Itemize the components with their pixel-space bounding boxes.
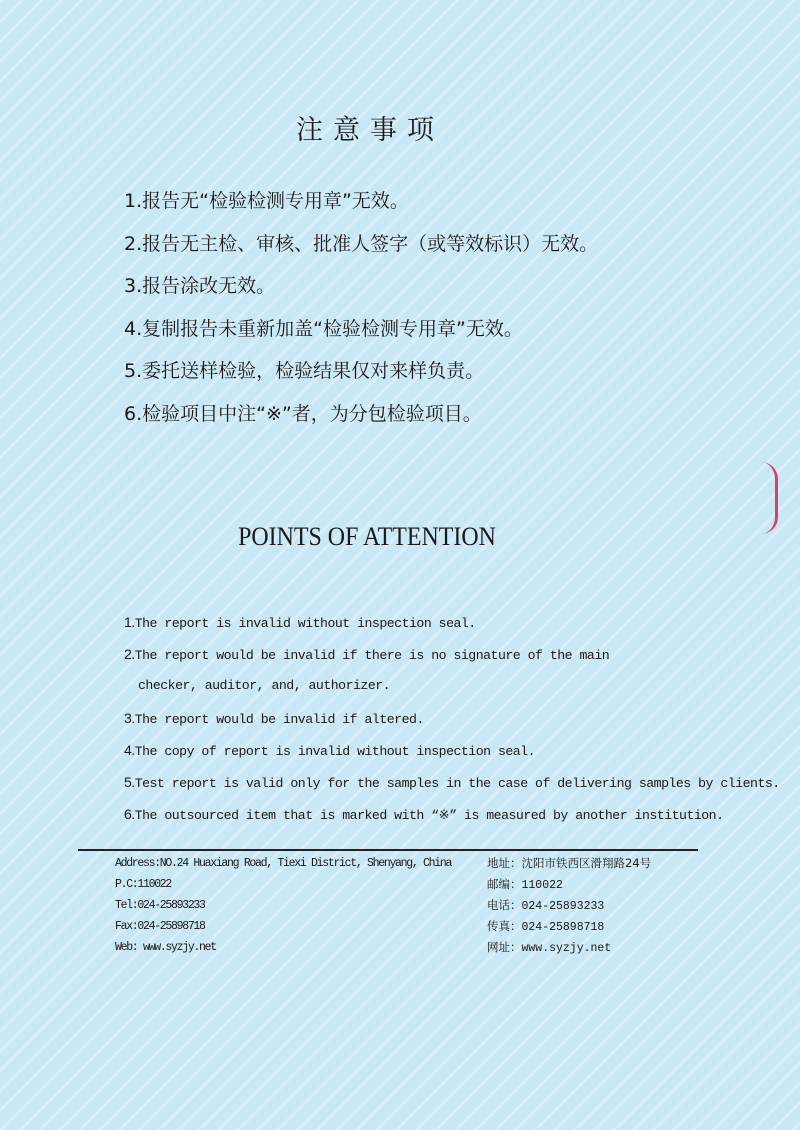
list-item: 1.报告无“检验检测专用章”无效。	[124, 190, 409, 212]
list-item: 2.报告无主检、审核、批准人签字（或等效标识）无效。	[124, 232, 599, 255]
address-cn: 地址：沈阳市铁西区滑翔路24号	[487, 856, 652, 870]
list-item: 4.复制报告未重新加盖“检验检测专用章”无效。	[124, 317, 523, 340]
fax-cn: 传真：024-25898718	[487, 919, 605, 934]
telephone: Tel:024-25893233	[115, 899, 205, 912]
website: Web: www.syzjy.net	[115, 941, 216, 954]
list-item: 6.检验项目中注“※”者，为分包检验项目。	[124, 402, 482, 425]
footer-chinese	[487, 853, 651, 958]
telephone-cn: 电话：024-25893233	[487, 898, 605, 913]
list-item: 5.Test report is valid only for the samples in the case of delivering samples by clients.	[124, 774, 780, 791]
seal-edge-mark	[761, 462, 778, 534]
list-item: 5.委托送样检验，检验结果仅对来样负责。	[124, 360, 485, 382]
title-chinese: 注意事项	[296, 115, 444, 146]
title-english: POINTS OF ATTENTION	[238, 522, 496, 551]
fax: Fax:024-25898718	[115, 920, 205, 933]
english-notice-list	[124, 611, 780, 835]
list-item: 2.The report would be invalid if there is no signature of the main	[124, 646, 610, 663]
chinese-notice-list	[124, 180, 598, 435]
list-item: 3.The report would be invalid if altered.	[124, 710, 424, 727]
list-item: 3.报告涂改无效。	[124, 275, 276, 297]
list-item-continuation: checker, auditor, and, authorizer.	[138, 678, 391, 693]
list-item: 6.The outsourced item that is marked with “※” is measured by another institution.	[124, 806, 724, 823]
website-cn: 网址：www.syzjy.net	[487, 940, 612, 955]
list-item: 1.The report is invalid without inspection seal.	[124, 614, 476, 631]
postal-code: P.C:110022	[115, 878, 172, 891]
footer-divider	[78, 849, 698, 851]
list-item: 4.The copy of report is invalid without inspection seal.	[124, 742, 536, 759]
address: Address:NO.24 Huaxiang Road, Tiexi District, Shenyang, China	[115, 857, 452, 870]
footer-english	[115, 853, 475, 958]
postal-code-cn: 邮编：110022	[487, 877, 563, 892]
